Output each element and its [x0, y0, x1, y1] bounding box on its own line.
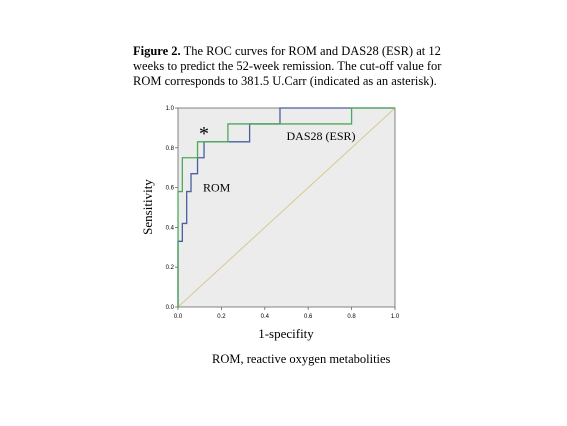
y-tick-label: 0.4	[165, 225, 174, 232]
y-tick-label: 0.2	[165, 265, 174, 272]
cutoff-asterisk: *	[199, 122, 210, 145]
x-tick-label: 0.4	[260, 314, 269, 320]
caption-text: The ROC curves for ROM and DAS28 (ESR) at 12 weeks to predict the 52-week remission. The cut-off value for ROM corresponds to 381.5 U.Carr (indicated as an asterisk).	[133, 44, 442, 88]
y-axis-label: Sensitivity	[140, 179, 155, 235]
y-tick-label: 0.8	[165, 145, 174, 152]
das28-curve-label: DAS28 (ESR)	[286, 128, 356, 143]
x-axis-label: 1-specifity	[258, 326, 314, 341]
x-tick-label: 0.0	[173, 314, 183, 320]
caption-lead: Figure 2.	[133, 44, 181, 58]
x-tick-label: 0.8	[347, 314, 356, 320]
y-tick-label: 0.0	[165, 305, 174, 311]
rom-curve-label: ROM	[202, 180, 231, 195]
y-tick-label: 1.0	[165, 106, 174, 112]
x-tick-label: 0.2	[217, 314, 226, 320]
x-tick-label: 1.0	[390, 314, 400, 320]
x-tick-label: 0.6	[304, 314, 313, 320]
footnote: ROM, reactive oxygen metabolities	[212, 352, 391, 366]
y-tick-label: 0.6	[165, 185, 174, 192]
